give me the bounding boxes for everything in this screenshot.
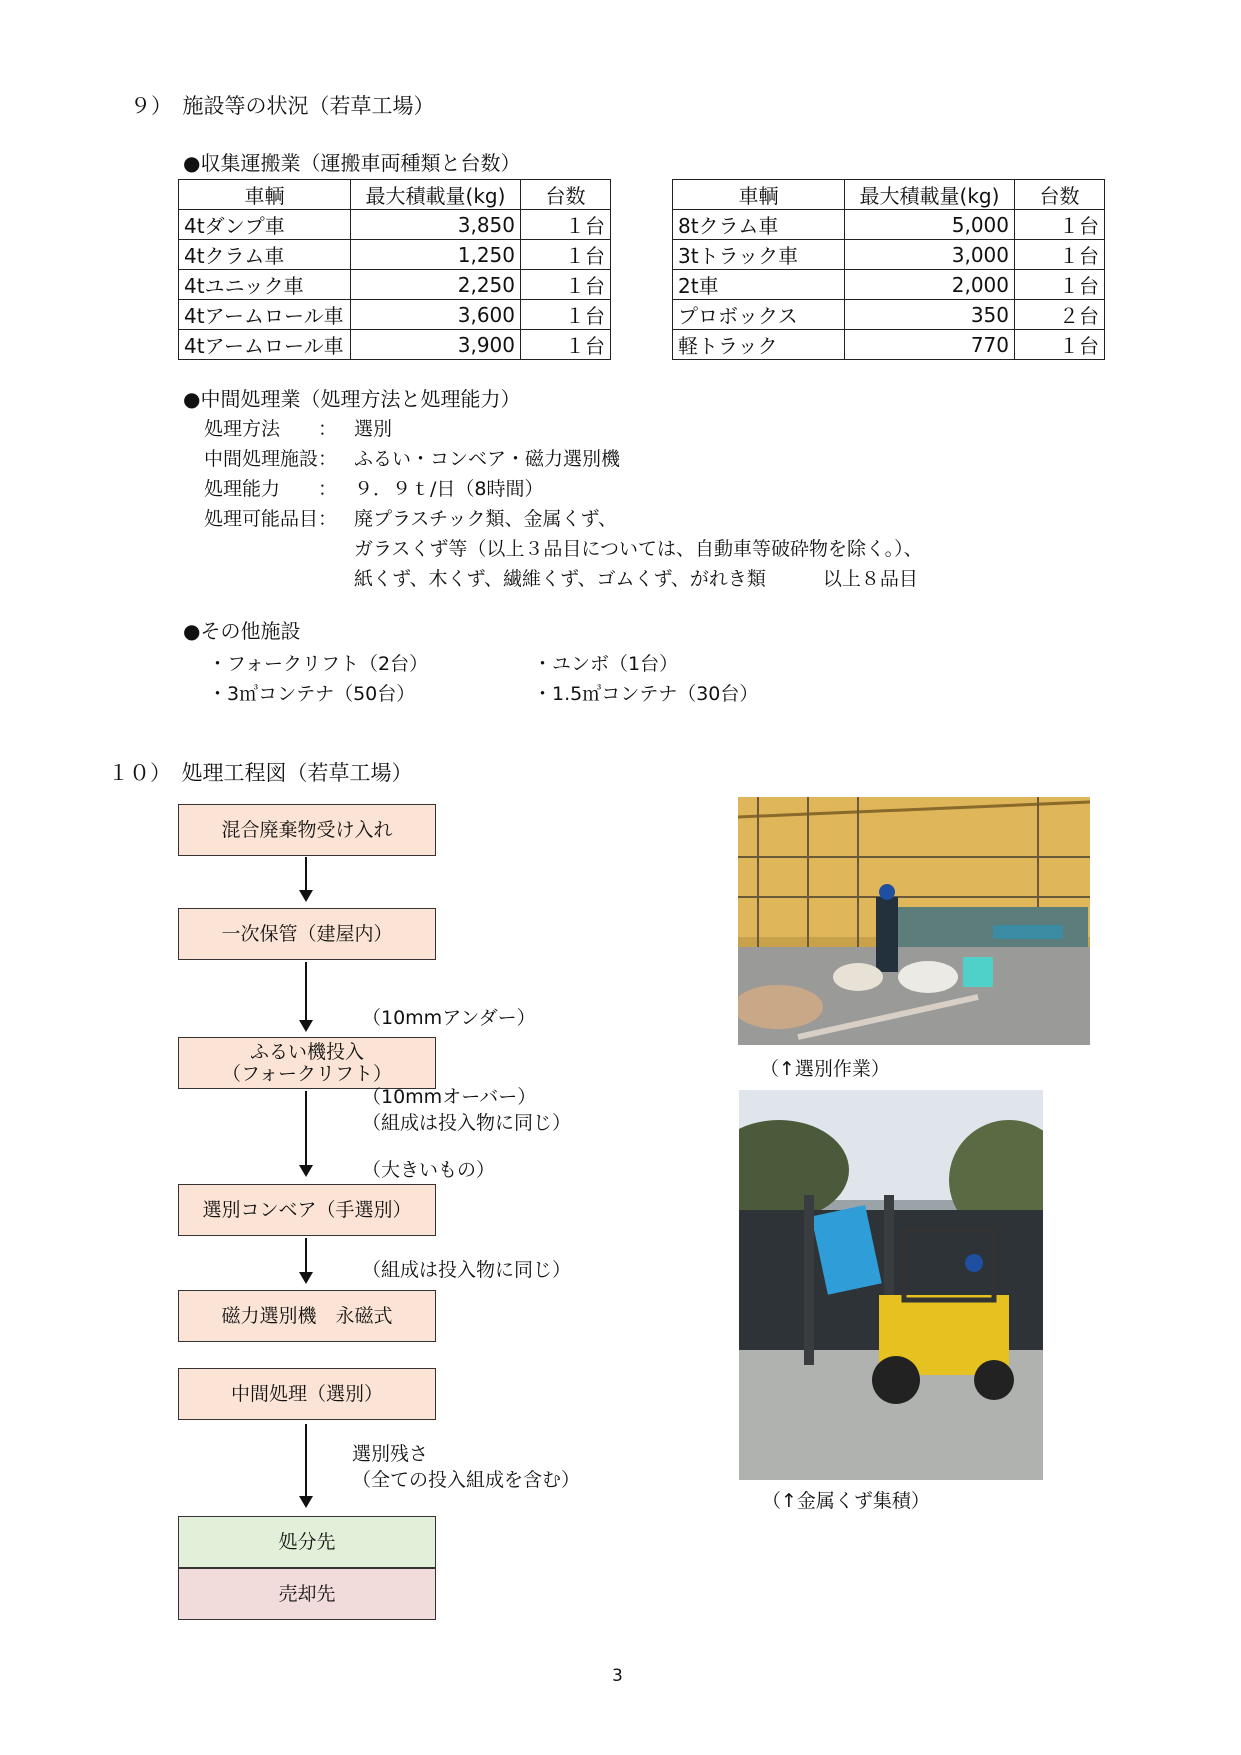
other-item: ・フォークリフト（2台） bbox=[208, 653, 429, 675]
flow-box-conveyor: 選別コンベア（手選別） bbox=[178, 1184, 436, 1236]
flow-note: 選別残さ （全ての投入組成を含む） bbox=[352, 1443, 581, 1491]
table-row bbox=[673, 300, 1105, 330]
col-header-count: 台数 bbox=[1015, 180, 1105, 210]
other-item: ・ユンボ（1台） bbox=[533, 653, 679, 675]
intermediate-value: 選別 bbox=[354, 418, 393, 440]
table-row bbox=[179, 210, 611, 240]
other-item: ・1.5㎥コンテナ（30台） bbox=[533, 683, 759, 705]
count-cell: ２台 bbox=[1015, 300, 1105, 330]
intermediate-label: 処理可能品目： bbox=[204, 508, 338, 530]
vehicle-name-cell: 4tクラム車 bbox=[179, 240, 351, 270]
other-item: ・3㎥コンテナ（50台） bbox=[208, 683, 416, 705]
intermediate-value: ふるい・コンベア・磁力選別機 bbox=[354, 448, 621, 470]
intermediate-value: 廃プラスチック類、金属くず、 bbox=[354, 508, 617, 530]
table-row bbox=[673, 330, 1105, 360]
intermediate-label: 処理方法 ： bbox=[204, 418, 338, 440]
count-cell: １台 bbox=[521, 270, 611, 300]
intermediate-heading: ●中間処理業（処理方法と処理能力） bbox=[183, 387, 521, 411]
count-cell: １台 bbox=[1015, 330, 1105, 360]
capacity-cell: 3,000 bbox=[845, 240, 1015, 270]
col-header-capacity: 最大積載量(kg) bbox=[845, 180, 1015, 210]
page-number: 3 bbox=[612, 1666, 623, 1686]
photo-caption: （↑金属くず集積） bbox=[762, 1490, 930, 1512]
flow-arrow bbox=[305, 857, 307, 900]
capacity-cell: 350 bbox=[845, 300, 1015, 330]
intermediate-value: ９．９ｔ/日（8時間） bbox=[354, 478, 544, 500]
flow-box-magnetic: 磁力選別機 永磁式 bbox=[178, 1290, 436, 1342]
vehicle-name-cell: プロボックス bbox=[673, 300, 845, 330]
flow-box-sale: 売却先 bbox=[178, 1568, 436, 1620]
capacity-cell: 3,850 bbox=[351, 210, 521, 240]
col-header-capacity: 最大積載量(kg) bbox=[351, 180, 521, 210]
flow-box-intermediate: 中間処理（選別） bbox=[178, 1368, 436, 1420]
flow-note: （10mmアンダー） bbox=[362, 1007, 536, 1029]
count-cell: １台 bbox=[521, 210, 611, 240]
flow-arrow bbox=[305, 1424, 307, 1506]
table-row bbox=[673, 270, 1105, 300]
vehicle-name-cell: 4tダンプ車 bbox=[179, 210, 351, 240]
vehicle-name-cell: 4tアームロール車 bbox=[179, 330, 351, 360]
section10-title: １０） 処理工程図（若草工場） bbox=[108, 761, 413, 785]
flow-box-storage: 一次保管（建屋内） bbox=[178, 908, 436, 960]
col-header-vehicle: 車輌 bbox=[673, 180, 845, 210]
table-row bbox=[179, 240, 611, 270]
flow-box-receiving: 混合廃棄物受け入れ bbox=[178, 804, 436, 856]
other-heading: ●その他施設 bbox=[183, 619, 301, 643]
metal-scrap-photo bbox=[739, 1090, 1043, 1480]
intermediate-label: 処理能力 ： bbox=[204, 478, 338, 500]
flow-arrow bbox=[305, 1238, 307, 1282]
intermediate-label: 中間処理施設： bbox=[204, 448, 338, 470]
capacity-cell: 5,000 bbox=[845, 210, 1015, 240]
flow-box-disposal: 処分先 bbox=[178, 1516, 436, 1568]
capacity-cell: 3,900 bbox=[351, 330, 521, 360]
section9-title: ９） 施設等の状況（若草工場） bbox=[130, 94, 435, 118]
vehicle-name-cell: 3tトラック車 bbox=[673, 240, 845, 270]
count-cell: １台 bbox=[1015, 270, 1105, 300]
intermediate-value: 紙くず、木くず、繊維くず、ゴムくず、がれき類 以上８品目 bbox=[354, 568, 918, 590]
vehicle-name-cell: 2t車 bbox=[673, 270, 845, 300]
table-row bbox=[179, 300, 611, 330]
capacity-cell: 770 bbox=[845, 330, 1015, 360]
vehicle-name-cell: 4tユニック車 bbox=[179, 270, 351, 300]
photo-caption: （↑選別作業） bbox=[760, 1058, 890, 1080]
count-cell: １台 bbox=[1015, 240, 1105, 270]
collection-heading: ●収集運搬業（運搬車両種類と台数） bbox=[183, 151, 521, 175]
vehicle-name-cell: 軽トラック bbox=[673, 330, 845, 360]
sorting-work-photo bbox=[738, 797, 1090, 1045]
vehicle-table-left bbox=[178, 179, 611, 360]
flow-note: （10mmオーバー） （組成は投入物に同じ） bbox=[362, 1086, 572, 1134]
capacity-cell: 2,250 bbox=[351, 270, 521, 300]
count-cell: １台 bbox=[521, 240, 611, 270]
count-cell: １台 bbox=[1015, 210, 1105, 240]
count-cell: １台 bbox=[521, 300, 611, 330]
flow-arrow bbox=[305, 1091, 307, 1175]
table-row bbox=[673, 210, 1105, 240]
count-cell: １台 bbox=[521, 330, 611, 360]
vehicle-table-right bbox=[672, 179, 1105, 360]
table-row bbox=[179, 270, 611, 300]
table-row bbox=[673, 240, 1105, 270]
flow-box-sieve: ふるい機投入 （フォークリフト） bbox=[178, 1037, 436, 1089]
vehicle-name-cell: 4tアームロール車 bbox=[179, 300, 351, 330]
capacity-cell: 2,000 bbox=[845, 270, 1015, 300]
col-header-vehicle: 車輌 bbox=[179, 180, 351, 210]
flow-arrow bbox=[305, 962, 307, 1030]
flow-note: （大きいもの） bbox=[362, 1159, 496, 1181]
table-row bbox=[179, 330, 611, 360]
vehicle-name-cell: 8tクラム車 bbox=[673, 210, 845, 240]
intermediate-value: ガラスくず等（以上３品目については、自動車等破砕物を除く。）、 bbox=[354, 538, 923, 560]
capacity-cell: 3,600 bbox=[351, 300, 521, 330]
col-header-count: 台数 bbox=[521, 180, 611, 210]
flow-note: （組成は投入物に同じ） bbox=[362, 1259, 572, 1281]
capacity-cell: 1,250 bbox=[351, 240, 521, 270]
